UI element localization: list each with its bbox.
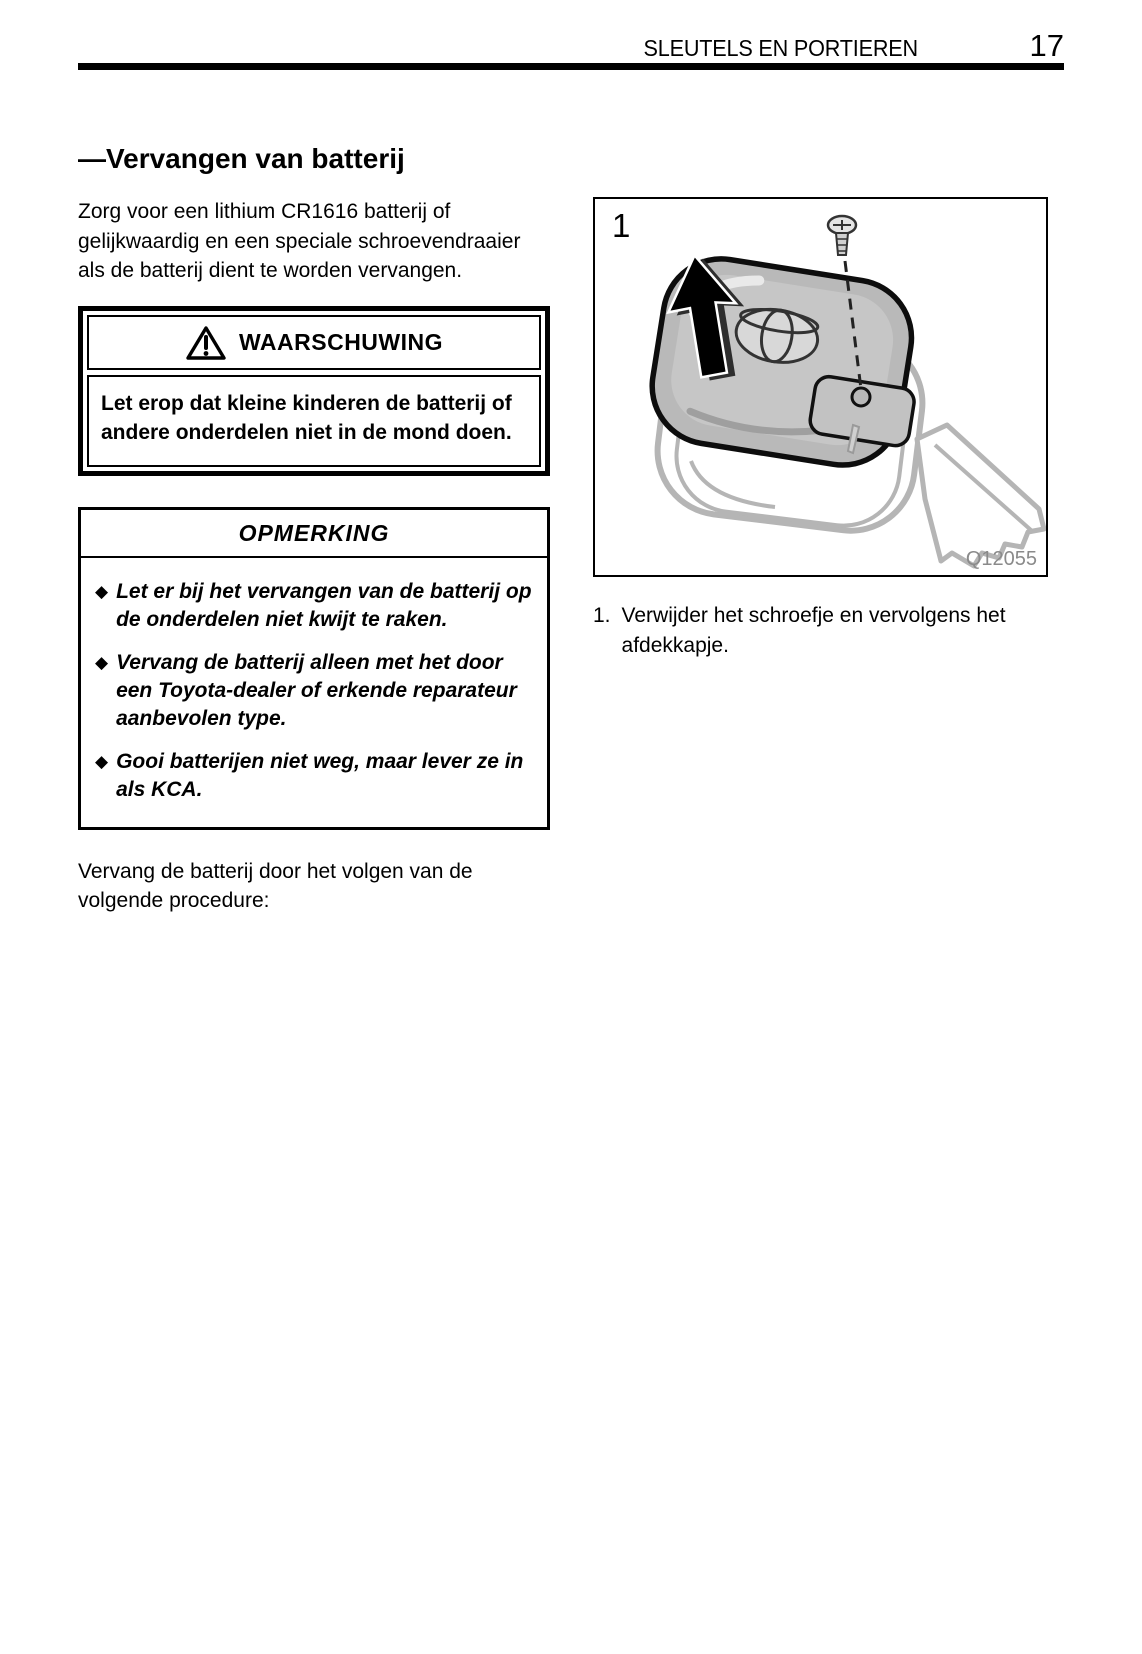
diamond-bullet-icon: ◆	[95, 581, 109, 601]
note-item-text: Vervang de batterij alleen met het door een Toyota-dealer of erkende reparateur aanbevolen type.	[116, 650, 517, 730]
step-text: Verwijder het schroefje en vervolgens het afdekkapje.	[621, 604, 1006, 657]
step-number: 1.	[593, 604, 611, 627]
note-title: OPMERKING	[81, 510, 547, 558]
note-box	[78, 507, 550, 830]
procedure-intro: Vervang de batterij door het volgen van de volgende procedure:	[78, 859, 473, 912]
warning-title-bar	[87, 315, 541, 370]
step-item	[593, 601, 1048, 660]
warning-box	[78, 306, 550, 476]
key-illustration	[595, 199, 1046, 575]
header-rule	[78, 63, 1064, 70]
note-item	[95, 578, 535, 634]
steps-list	[593, 601, 1048, 660]
diamond-bullet-icon: ◆	[95, 652, 109, 672]
note-item	[95, 649, 535, 733]
warning-title: WAARSCHUWING	[238, 329, 444, 355]
header-section-title: SLEUTELS EN PORTIEREN	[643, 35, 918, 61]
page-header	[78, 28, 1064, 64]
right-column	[593, 197, 1048, 660]
note-item-text: Let er bij het vervangen van de batterij op de onderdelen niet kwijt te raken.	[116, 579, 532, 631]
intro-paragraph: Zorg voor een lithium CR1616 batterij of gelijkwaardig en een speciale schroevendraaier als de batterij dient te worden vervangen.	[78, 200, 521, 282]
left-column	[78, 143, 550, 916]
article-title: —Vervangen van batterij	[78, 143, 405, 174]
key-figure	[593, 197, 1048, 577]
warning-triangle-icon	[185, 325, 227, 361]
diamond-bullet-icon: ◆	[95, 751, 109, 771]
note-item-text: Gooi batterijen niet weg, maar lever ze in als KCA.	[116, 749, 524, 801]
figure-step-label: 1	[612, 207, 631, 244]
figure-code: Q12055	[965, 548, 1037, 570]
note-item	[95, 748, 535, 804]
warning-text: Let erop dat kleine kinderen de batterij of andere onderdelen niet in de mond doen.	[101, 391, 512, 444]
warning-body	[87, 375, 541, 467]
note-list	[81, 558, 547, 827]
header-page-number: 17	[1029, 28, 1064, 63]
